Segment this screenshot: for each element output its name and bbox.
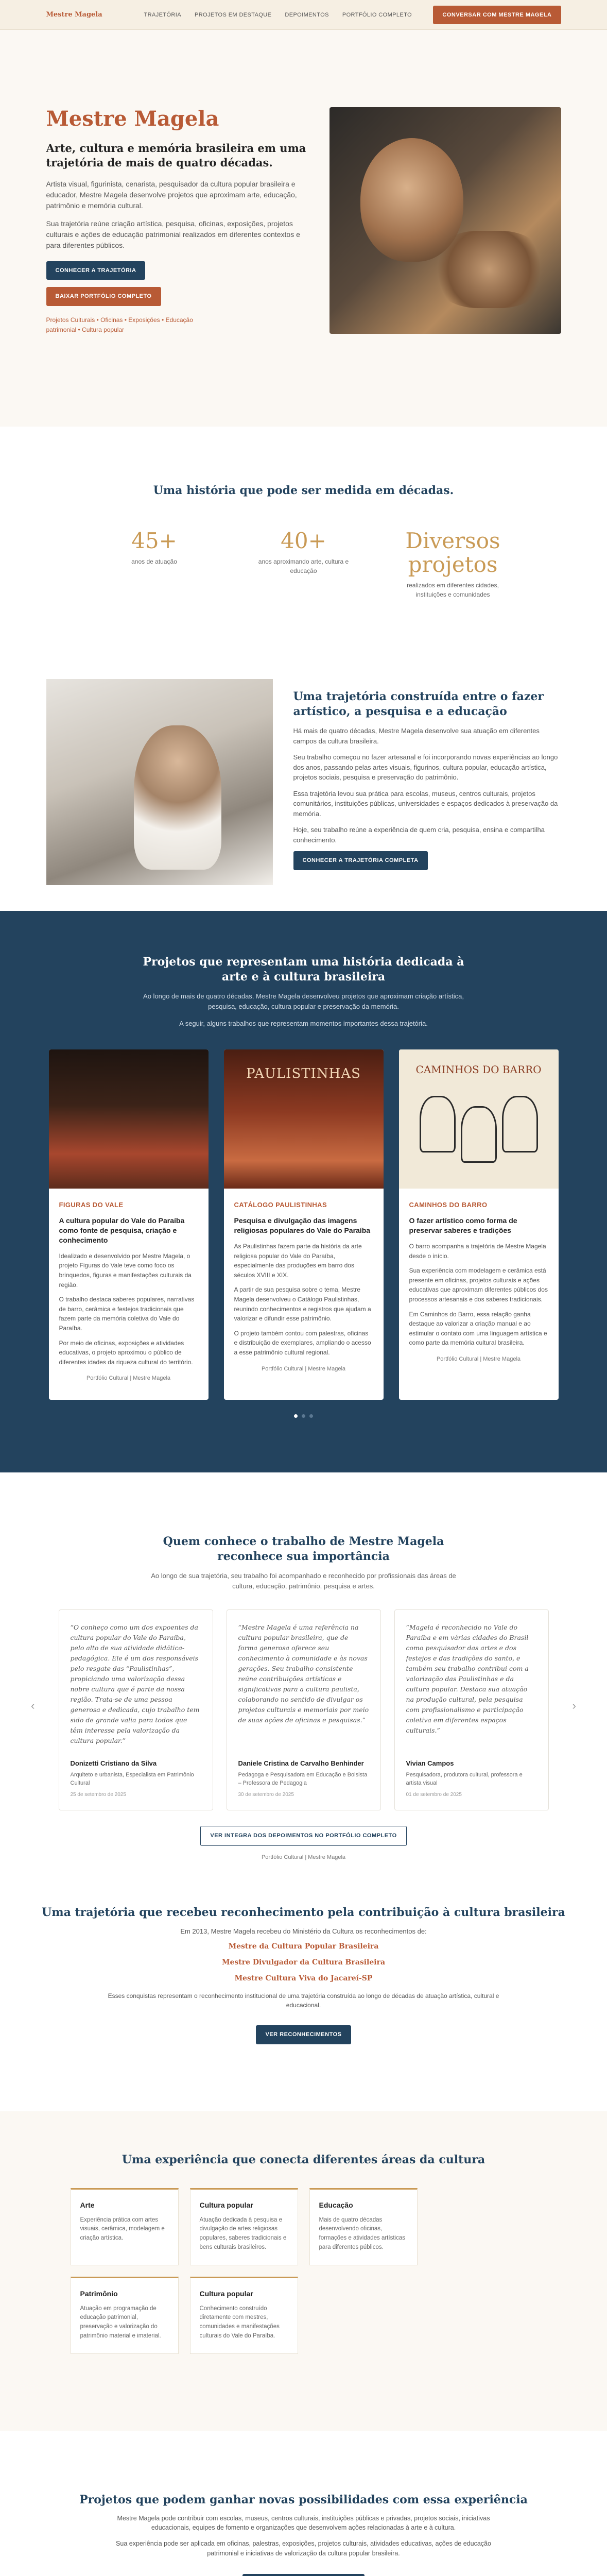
trajectory-title: Uma trajetória construída entre o fazer artístico, a pesquisa e a educação (293, 690, 544, 718)
stat-number: 45+ (131, 528, 177, 553)
project-footer: Portfólio Cultural | Mestre Magela (261, 1365, 346, 1372)
project-image-figuras (49, 1049, 209, 1189)
area-card (190, 2277, 298, 2354)
project-image-title: CAMINHOS DO BARRO (415, 1063, 542, 1076)
project-footer: Portfólio Cultural | Mestre Magela (436, 1355, 521, 1362)
testimonial-role: Pesquisadora, produtora cultural, professora e artista visual (406, 1771, 523, 1787)
area-text: Conhecimento construído diretamente com mestres, comunidades e manifestações culturais do Vale do Paraíba. (199, 2305, 280, 2340)
project-image-paulistinhas (224, 1049, 384, 1189)
testimonial-quote: “Magela é reconhecido no Vale do Paraíba e em várias cidades do Brasil como pesquisador das artes e dos festejos e das tradições do santo, e também seu trabalho contribui com a valorização das Paulistinhas e da cultura popular. Destaca sua atuação na produção cultural, pela pesquisa com profissionalismo e participação coletiva em diferentes espaços culturais.” (406, 1623, 529, 1735)
area-card (309, 2188, 418, 2265)
hero-section (0, 30, 607, 427)
project-label: FIGURAS DO VALE (59, 1200, 124, 1209)
projects-intro: Ao longo de mais de quatro décadas, Mestre Magela desenvolveu projetos que aproximam criação artística, pesquisa, educação, cultura popular e preservação da memória. (143, 992, 464, 1010)
area-title: Educação (319, 2200, 353, 2209)
projects-intro-2: A seguir, alguns trabalhos que representam momentos importantes dessa trajetória. (179, 1020, 428, 1028)
testimonial-role: Arquiteto e urbanista, Especialista em Patrimônio Cultural (70, 1771, 194, 1787)
artist-hands-shape (432, 231, 546, 308)
trajectory-paragraph: Seu trabalho começou no fazer artesanal e foi incorporando novas experiências ao longo dos anos, passando pelas artes visuais, figurinos, cultura popular, educação artística, projetos sociais, pesquisa e preservação do patrimônio. (293, 753, 558, 782)
projects-section (0, 911, 607, 1472)
testimonial-quote: “Mestre Magela é uma referência na cultura popular brasileira, que de forma generosa oferece seu conhecimento à comunidade e às novas gerações. Seu trabalho consistente reúne contribuições artísticas e significativas para a cultura paulista, colaborando no sentido de divulgar os projetos culturais e memoriais por meio de suas ações de oficinas e pesquisas.” (238, 1623, 369, 1724)
artist-figure-shape (134, 725, 221, 870)
trajectory-paragraph: Há mais de quatro décadas, Mestre Magela desenvolve sua atuação em diferentes campos da cultura brasileira. (293, 727, 540, 745)
project-text: A partir de sua pesquisa sobre o tema, Mestre Magela desenvolveu o Catálogo Paulistinhas, reunindo conhecimentos e registros que ajudam a valorizar e difundir esse patrimônio. (234, 1286, 371, 1323)
area-text: Atuação dedicada à pesquisa e divulgação de artes religiosas populares, saberes tradicionais e bens culturais brasileiros. (199, 2216, 287, 2251)
project-title: O fazer artístico como forma de preservar saberes e tradições (409, 1216, 517, 1235)
stat-projects (402, 529, 505, 599)
carousel-dot[interactable] (309, 1414, 313, 1418)
project-label: CAMINHOS DO BARRO (409, 1200, 488, 1209)
areas-title: Uma experiência que conecta diferentes áreas da cultura (122, 2153, 485, 2166)
possibilities-title: Projetos que podem ganhar novas possibilidades com essa experiência (79, 2493, 528, 2506)
carousel-dots (0, 1414, 607, 1418)
stat-label: anos de atuação (131, 557, 177, 565)
hero-tags: Projetos Culturais • Oficinas • Exposições • Educação patrimonial • Cultura popular (46, 316, 193, 333)
carousel-dot[interactable] (302, 1414, 305, 1418)
testimonials-meta: Portfólio Cultural | Mestre Magela (261, 1854, 346, 1860)
projects-title: Projetos que representam uma história dedicada à arte e à cultura brasileira (143, 955, 464, 984)
testimonials-intro: Ao longo de sua trajetória, seu trabalho foi acompanhado e reconhecido por profissionais das áreas de cultura, educação, patrimônio, pesquisa e artes. (151, 1572, 456, 1590)
nav-trajetoria[interactable]: TRAJETÓRIA (144, 11, 181, 18)
project-text: Idealizado e desenvolvido por Mestre Magela, o projeto Figuras do Vale teve como foco os brinquedos, figuras e manifestações culturais da região. (59, 1252, 192, 1289)
project-text: Por meio de oficinas, exposições e atividades educativas, o projeto aproximou o público de diferentes idades da riqueza cultural do território. (59, 1339, 193, 1366)
area-text: Experiência prática com artes visuais, cerâmica, modelagem e criação artística. (80, 2216, 165, 2242)
trajectory-paragraph: Hoje, seu trabalho reúne a experiência de quem cria, pesquisa, ensina e compartilha conhecimento. (293, 826, 545, 844)
areas-section (0, 2111, 607, 2431)
area-title: Cultura popular (199, 2289, 253, 2298)
area-text: Mais de quatro décadas desenvolvendo oficinas, formações e atividades artísticas para diferentes públicos. (319, 2216, 405, 2251)
stat-number: 40+ (281, 528, 326, 553)
main-nav (144, 11, 433, 20)
trajectory-photo (46, 679, 273, 885)
site-header (0, 0, 607, 30)
testimonials-title: Quem conhece o trabalho de Mestre Magela reconhece sua importância (163, 1535, 444, 1563)
site-logo[interactable]: Mestre Magela (46, 11, 102, 19)
project-image-barro (399, 1049, 559, 1189)
testimonial-author: Donizetti Cristiano da Silva (70, 1759, 157, 1768)
testimonials-section (0, 1472, 607, 1869)
stat-years (103, 529, 206, 599)
hero-photo (329, 107, 561, 334)
recognition-note: Esses conquistas representam o reconhecimento institucional de uma trajetória construída ao longo de décadas de atuação artística, cultural e educacional. (108, 1992, 499, 2009)
project-text: As Paulistinhas fazem parte da história da arte religiosa popular do Vale do Paraíba, especialmente das produções em barro dos séculos XVIII e XIX. (234, 1242, 362, 1279)
project-title: A cultura popular do Vale do Paraíba como fonte de pesquisa, criação e conhecimento (59, 1216, 185, 1244)
carousel-dot[interactable] (294, 1414, 298, 1418)
recognition-button[interactable]: VER RECONHECIMENTOS (256, 2025, 351, 2044)
header-contact-button[interactable]: CONVERSAR COM MESTRE MAGELA (433, 6, 561, 25)
drawing-figure-shape (502, 1096, 538, 1153)
area-text: Atuação em programação de educação patrimonial, preservação e valorização do patrimônio material e imaterial. (80, 2305, 161, 2340)
chevron-right-icon[interactable]: › (572, 1699, 576, 1713)
testimonial-quote: “O conheço como um dos expoentes da cultura popular do Vale do Paraíba, pelo alto de sua atividade didática-pedagógica. Ele é um dos responsáveis pelo resgate das “Paulistinhas”, propiciando uma valorização dessa nobre cultura que é parte da nossa região. Trata-se de uma pessoa generosa e dedicada, cujo trabalho tem sido de grande valia para todos que têm interesse pela valorização da cultura popular.” (70, 1623, 200, 1745)
stat-label: anos aproximando arte, cultura e educação (258, 557, 349, 574)
project-text: O barro acompanha a trajetória de Mestre Magela desde o início. (409, 1242, 546, 1260)
project-card[interactable] (224, 1049, 384, 1400)
nav-portfolio[interactable]: PORTFÓLIO COMPLETO (342, 11, 412, 18)
project-text: Em Caminhos do Barro, essa relação ganha destaque ao valorizar a criação manual e ao estimular o contato com uma linguagem artística e como parte da memória cultural brasileira. (409, 1310, 547, 1347)
testimonial-author: Vivian Campos (406, 1759, 454, 1768)
area-card (71, 2277, 179, 2354)
drawing-figure-shape (461, 1106, 497, 1163)
award-item: Mestre Divulgador da Cultura Brasileira (221, 1958, 386, 1967)
nav-depoimentos[interactable]: DEPOIMENTOS (285, 11, 329, 18)
trajectory-full-button[interactable]: CONHECER A TRAJETÓRIA COMPLETA (293, 851, 428, 870)
hero-subtitle: Arte, cultura e memória brasileira em uma trajetória de mais de quatro décadas. (46, 142, 306, 170)
award-item: Mestre Cultura Viva do Jacareí-SP (234, 1974, 373, 1983)
possibilities-button[interactable] (242, 2574, 365, 2576)
area-title: Patrimônio (80, 2289, 118, 2298)
testimonial-card (59, 1609, 213, 1810)
project-text: O trabalho destaca saberes populares, narrativas de barro, cerâmica e festejos tradicionais que fazem parte da memória coletiva do Vale do Paraíba. (59, 1296, 195, 1332)
project-text: O projeto também contou com palestras, oficinas e distribuição de exemplares, ampliando o acesso a esse patrimônio cultural regional. (234, 1329, 371, 1356)
award-item: Mestre da Cultura Popular Brasileira (228, 1942, 379, 1951)
area-card (71, 2188, 179, 2265)
testimonial-role: Pedagoga e Pesquisadora em Educação e Bolsista – Professora de Pedagogia (238, 1771, 368, 1787)
stat-number: Diversos projetos (405, 528, 500, 577)
recognition-section (0, 1869, 607, 2111)
area-card (190, 2188, 298, 2265)
testimonial-date: 01 de setembro de 2025 (406, 1791, 462, 1798)
drawing-figure-shape (420, 1096, 456, 1153)
recognition-sub: Em 2013, Mestre Magela recebeu do Ministério da Cultura os reconhecimentos de: (180, 1927, 427, 1935)
possibilities-text-2: Sua experiência pode ser aplicada em oficinas, palestras, exposições, projetos culturais, atividades educativas, ações de educação patrimonial e iniciativas de valorização da cultura popular brasileira. (116, 2540, 491, 2557)
recognition-title: Uma trajetória que recebeu reconhecimento pela contribuição à cultura brasileira (42, 1906, 565, 1919)
possibilities-text: Mestre Magela pode contribuir com escolas, museus, centros culturais, instituições públicas e privadas, projetos sociais, iniciativas educacionais, equipes de fomento e organizações que desenvolvem ações relacionadas à arte e à cultura. (117, 2514, 490, 2532)
hero-description: Artista visual, figurinista, cenarista, pesquisador da cultura popular brasileira e educador, Mestre Magela desenvolve projetos que aproximam arte, educação, patrimônio e memória cultural. (46, 179, 297, 210)
project-label: CATÁLOGO PAULISTINHAS (234, 1200, 327, 1209)
testimonial-card (227, 1609, 381, 1810)
testimonial-author: Daniele Cristina de Carvalho Benhinder (238, 1759, 364, 1768)
area-title: Arte (80, 2200, 95, 2209)
nav-projetos[interactable]: PROJETOS EM DESTAQUE (194, 11, 272, 18)
hero-trajectory-button[interactable]: CONHECER A TRAJETÓRIA (46, 261, 146, 280)
trajectory-section (0, 653, 607, 911)
project-title: Pesquisa e divulgação das imagens religiosas populares do Vale do Paraíba (234, 1216, 371, 1235)
hero-description-2: Sua trajetória reúne criação artística, pesquisa, oficinas, exposições, projetos culturais e ações de educação patrimonial realizados em diferentes contextos e para diferentes públicos. (46, 219, 300, 249)
hero-title: Mestre Magela (46, 107, 219, 131)
project-footer: Portfólio Cultural | Mestre Magela (86, 1375, 171, 1382)
trajectory-paragraph: Essa trajetória levou sua prática para escolas, museus, centros culturais, projetos comunitários, instituições públicas, universidades e espaços dedicados à preservação da memória. (293, 789, 558, 818)
possibilities-section (0, 2431, 607, 2576)
project-card[interactable] (49, 1049, 209, 1400)
stats-title: Uma história que pode ser medida em décadas. (153, 484, 454, 497)
area-title: Cultura popular (199, 2200, 253, 2209)
chevron-left-icon[interactable]: ‹ (31, 1699, 35, 1713)
stats-section (0, 427, 607, 653)
testimonials-portfolio-button[interactable]: VER INTEGRA DOS DEPOIMENTOS NO PORTFÓLIO COMPLETO (200, 1826, 406, 1846)
stat-education (252, 529, 355, 599)
project-card[interactable] (399, 1049, 559, 1400)
hero-portfolio-button[interactable]: BAIXAR PORTFÓLIO COMPLETO (46, 287, 161, 306)
project-text: Sua experiência com modelagem e cerâmica está presente em oficinas, projetos culturais e ações educativas que aproximam diferentes públicos dos processos artesanais e dos saberes tradicionais. (409, 1267, 548, 1303)
project-image-title: PAULISTINHAS (246, 1065, 361, 1081)
stat-label: realizados em diferentes cidades, instituições e comunidades (407, 581, 499, 598)
testimonial-card (394, 1609, 549, 1810)
testimonial-date: 25 de setembro de 2025 (70, 1791, 126, 1798)
testimonial-date: 30 de setembro de 2025 (238, 1791, 294, 1798)
